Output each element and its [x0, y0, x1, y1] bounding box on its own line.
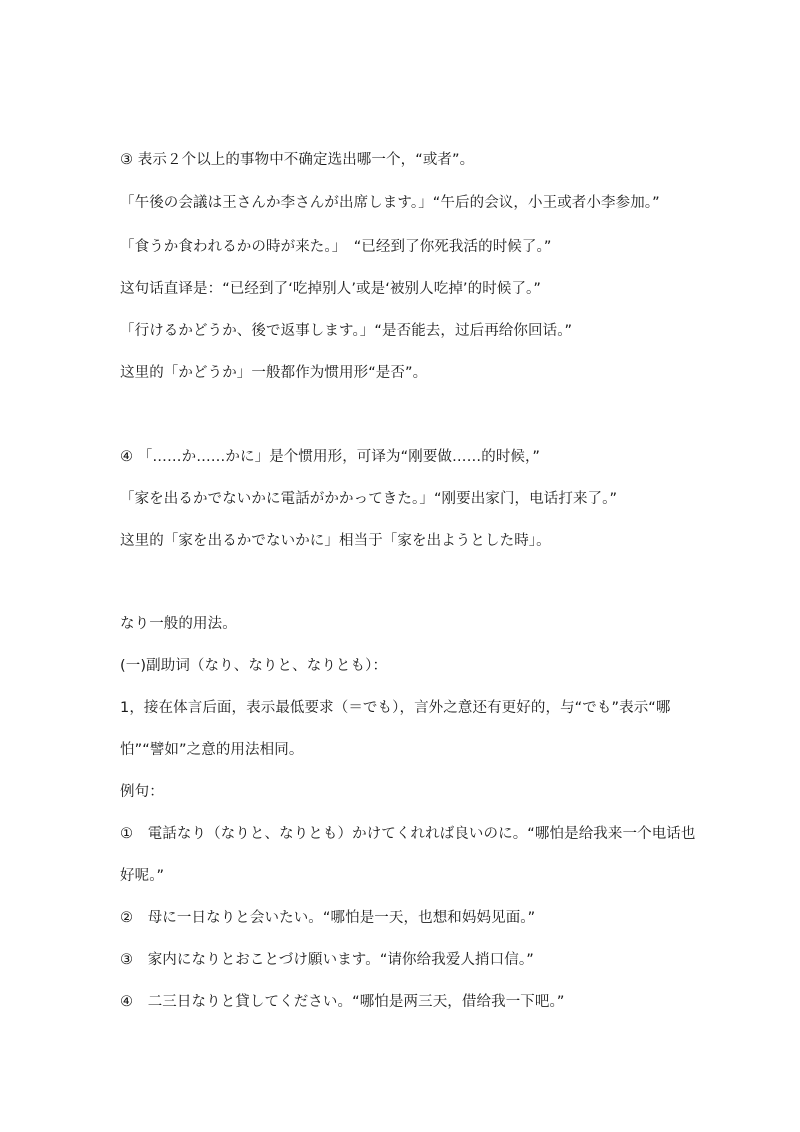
text-line: ② 母に一日なりと会いたい。“哪怕是一天，也想和妈妈见面。”: [120, 910, 536, 926]
text-line: ③ 表示２个以上的事物中不确定选出哪一个，“或者”。: [120, 152, 475, 168]
text-line: 这里的「かどうか」一般都作为惯用形“是否”。: [120, 365, 428, 381]
text-line: ① 電話なり（なりと、なりとも）かけてくれれば良いのに。“哪怕是给我来一个电话也: [120, 826, 696, 842]
text-line: ④ 二三日なりと貸してください。“哪怕是两三天，借给我一下吧。”: [120, 994, 565, 1010]
text-line: 「家を出るかでないかに電話がかかってきた。」“刚要出家门，电话打来了。”: [120, 491, 618, 507]
text-line: ③ 家内になりとおことづけ願います。“请你给我爱人捎口信。”: [120, 952, 534, 968]
text-line: 「行けるかどうか、後で返事します。」“是否能去，过后再给你回话。”: [120, 323, 573, 339]
text-line: (一)副助词（なり、なりと、なりとも）：: [120, 658, 388, 674]
text-line: 1，接在体言后面，表示最低要求（＝でも），言外之意还有更好的，与“でも”表示“哪: [120, 700, 671, 716]
text-line: 怕”“譬如”之意的用法相同。: [120, 742, 304, 758]
text-line: 例句：: [120, 784, 164, 800]
text-line: 「午後の会議は王さんか李さんが出席します。」“午后的会议，小王或者小李参加。”: [120, 195, 660, 211]
text-line: 「食うか食われるかの時が来た。」 “已经到了你死我活的时候了。”: [120, 239, 552, 255]
text-line: 好呢。”: [120, 868, 165, 884]
text-line: 这句话直译是：“已经到了‘吃掉别人’或是‘被别人吃掉’的时候了。”: [120, 281, 542, 297]
text-line: ④ 「……か……かに」是个惯用形，可译为“刚要做……的时候，”: [120, 449, 540, 465]
text-line: 这里的「家を出るかでないかに」相当于「家を出ようとした時」。: [120, 533, 551, 549]
text-line: なり一般的用法。: [120, 616, 237, 632]
